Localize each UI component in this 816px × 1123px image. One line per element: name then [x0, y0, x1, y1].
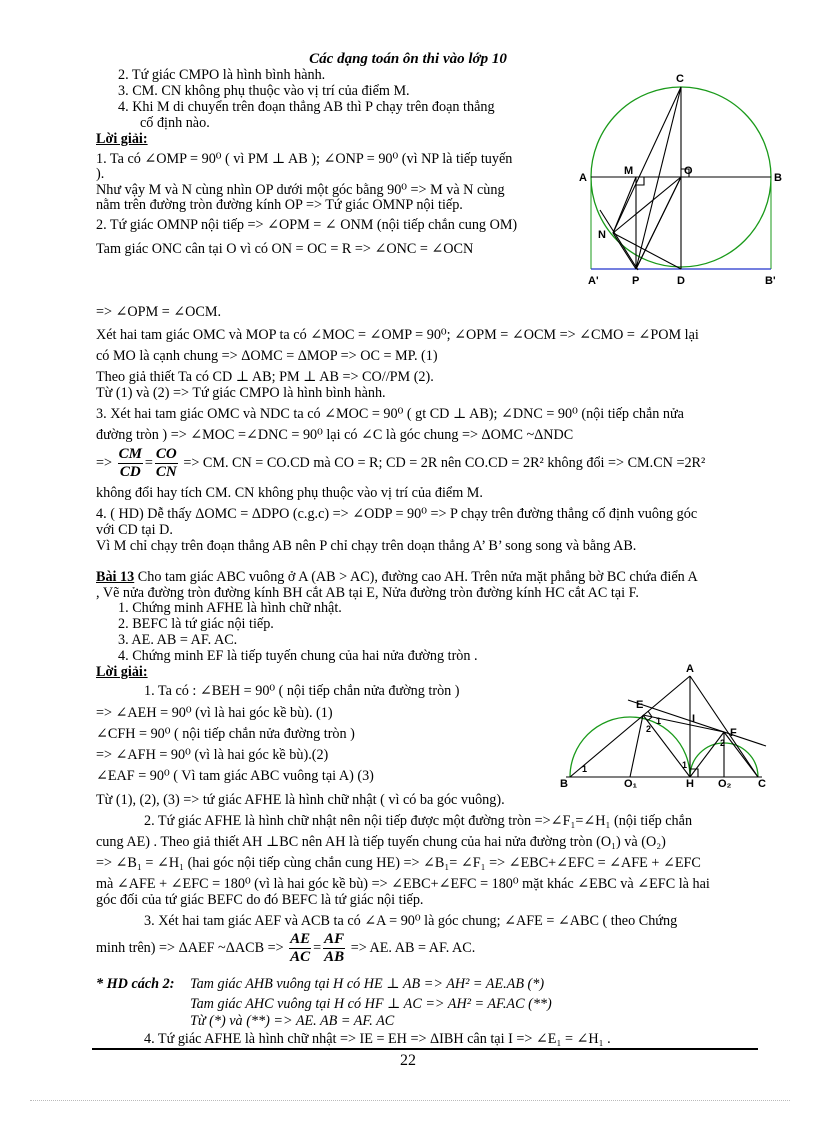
- list-item: 4. Khi M di chuyển trên đoạn thẳng AB thì P chạy trên đoạn thẳng: [118, 99, 495, 115]
- geometry-figure-1: [578, 70, 790, 290]
- text-line: 1. Ta có ∠OMP = 90⁰ ( vì PM ⊥ AB ); ∠ONP = 90⁰ (vì NP là tiếp tuyến: [96, 151, 513, 167]
- list-item: 1. Chứng minh AFHE là hình chữ nhật.: [118, 600, 342, 616]
- text-line: 3. Xét hai tam giác OMC và NDC ta có ∠MOC = 90⁰ ( gt CD ⊥ AB); ∠DNC = 90⁰ (nội tiếp chắn nửa: [96, 406, 684, 422]
- list-item: 2. BEFC là tứ giác nội tiếp.: [118, 616, 274, 632]
- fraction-denominator: CD: [119, 464, 141, 481]
- text-segment: minh trên) => ΔAEF ~ΔACB =>: [96, 940, 284, 956]
- text-line: không đổi hay tích CM. CN không phụ thuộc vào vị trí của điểm M.: [96, 485, 483, 501]
- fraction-denominator: AC: [290, 949, 311, 966]
- angle-label-h1: 1: [682, 760, 688, 770]
- label-n: N: [598, 229, 606, 241]
- segment-np: [613, 233, 636, 269]
- text-line: , Vẽ nửa đường tròn đường kính BH cắt AB tại E, Nửa đường tròn đường kính HC cắt AC tại F.: [96, 585, 639, 601]
- text-segment: => CM. CN = CO.CD mà CO = R; CD = 2R nên CO.CD = 2R² không đổi => CM.CN =2R²: [183, 455, 706, 471]
- fraction-numerator: CO: [155, 446, 177, 463]
- text-line: => ∠AEH = 90⁰ (vì là hai góc kề bù). (1): [96, 705, 333, 721]
- label-o1: O₁: [624, 778, 638, 790]
- list-item: 3. AE. AB = AF. AC.: [118, 632, 238, 648]
- text-segment: => AE. AB = AF. AC.: [350, 940, 476, 956]
- text-line: mà ∠AFE + ∠EFC = 180⁰ (vì là hai góc kề bù) => ∠EBC+∠EFC = 180⁰ mặt khác ∠EBC và ∠EFC là hai: [96, 876, 710, 892]
- text-line: cung AE) . Theo giả thiết AH ⊥BC nên AH là tiếp tuyến chung của hai nửa đường tròn (O₁) và (O₂): [96, 834, 666, 850]
- text-line: 4. ( HD) Dễ thấy ΔOMC = ΔDPO (c.g.c) => ∠ODP = 90⁰ => P chạy trên đường thẳng cố định vuông góc: [96, 506, 698, 522]
- text-line: nằm trên đường tròn đường kính OP => Tứ giác OMNP nội tiếp.: [96, 197, 463, 213]
- label-b: B: [560, 778, 568, 790]
- page-number: 22: [400, 1052, 416, 1069]
- text-line: ).: [96, 166, 105, 182]
- label-e: E: [636, 699, 644, 711]
- fraction: [323, 931, 345, 966]
- label-h: H: [686, 778, 694, 790]
- fraction: [155, 446, 178, 481]
- list-item: 2. Tứ giác CMPO là hình bình hành.: [118, 67, 326, 83]
- label-i: I: [692, 713, 696, 725]
- fraction-numerator: AF: [324, 931, 345, 948]
- fraction-denominator: CN: [155, 464, 177, 481]
- problem-statement: [96, 569, 698, 585]
- fraction-line: minh trên) => ΔAEF ~ΔACB => $\frac{AE}{AC}$ = $\frac{AF}{AB}$ => AE. AB = AF. AC.: [96, 931, 476, 966]
- text-line: Xét hai tam giác OMC và MOP ta có ∠MOC = ∠OMP = 90⁰; ∠OPM = ∠OCM => ∠CMO = ∠POM lại: [96, 327, 699, 343]
- label-a-prime: A': [588, 275, 599, 287]
- geometry-figure-2: [560, 660, 782, 790]
- text-line: ∠CFH = 90⁰ ( nội tiếp chắn nửa đường tròn ): [96, 726, 355, 742]
- hd-label: * HD cách 2:: [96, 976, 175, 992]
- angle-label-e2: 2: [646, 724, 652, 734]
- text-line: Tam giác ONC cân tại O vì có ON = OC = R => ∠ONC = ∠OCN: [96, 241, 474, 257]
- label-p: P: [632, 275, 640, 287]
- text-line: Từ (*) và (**) => AE. AB = AF. AC: [190, 1013, 395, 1029]
- fraction: [289, 931, 311, 966]
- solution-heading: Lời giải:: [96, 131, 148, 147]
- text-line: Vì M chỉ chạy trên đoạn thẳng AB nên P chỉ chạy trên doạn thẳng A’ B’ song song và bằng AB.: [96, 538, 637, 554]
- angle-label-b1: 1: [582, 764, 588, 774]
- segment-cp: [636, 87, 681, 269]
- text-line: Từ (1) và (2) => Tứ giác CMPO là hình bình hành.: [96, 385, 386, 401]
- page-header: Các dạng toán ôn thi vào lớp 10: [309, 51, 507, 67]
- segment-ab: [570, 676, 690, 777]
- segment-nm: [613, 177, 636, 233]
- text-line: 2. Tứ giác OMNP nội tiếp => ∠OPM = ∠ ONM (nội tiếp chắn cung OM): [96, 217, 518, 233]
- label-m: M: [624, 165, 634, 177]
- label-d: D: [677, 275, 685, 287]
- label-o: O: [684, 165, 693, 177]
- fraction: [118, 446, 143, 481]
- text-line: 1. Ta có : ∠BEH = 90⁰ ( nội tiếp chắn nửa đường tròn ): [144, 683, 460, 699]
- text-segment: =>: [96, 455, 113, 471]
- text-line: => ∠B₁ = ∠H₁ (hai góc nội tiếp cùng chắn cung HE) => ∠B₁= ∠F₁ => ∠EBC+∠EFC = ∠AFE + ∠EFC: [96, 855, 701, 871]
- list-item: cố định nào.: [140, 115, 210, 131]
- text-line: góc đối của tứ giác BEFC do đó BEFC là tứ giác nội tiếp.: [96, 892, 424, 908]
- text-line: Theo giả thiết Ta có CD ⊥ AB; PM ⊥ AB => CO//PM (2).: [96, 369, 434, 385]
- label-f: F: [730, 727, 737, 739]
- label-c: C: [676, 73, 684, 85]
- fraction-line: => $\frac{CM}{CD}$ = $\frac{CO}{CN}$ => CM. CN = CO.CD mà CO = R; CD = 2R nên CO.CD = 2R² không đổi => CM.CN =2R²: [96, 446, 706, 481]
- segment-pb: [636, 177, 681, 269]
- label-a: A: [686, 663, 694, 675]
- text-line: Như vậy M và N cùng nhìn OP dưới một góc bằng 90⁰ => M và N cùng: [96, 182, 505, 198]
- text-line: 3. Xét hai tam giác AEF và ACB ta có ∠A = 90⁰ là góc chung; ∠AFE = ∠ABC ( theo Chứng: [144, 913, 678, 929]
- problem-label: Bài 13: [96, 569, 135, 585]
- label-b: B: [774, 172, 782, 184]
- list-item: 4. Chứng minh EF là tiếp tuyến chung của hai nửa đường tròn .: [118, 648, 478, 664]
- text-segment: Cho tam giác ABC vuông ở A (AB > AC), đường cao AH. Trên nửa mặt phẳng bờ BC chứa điển A: [134, 569, 698, 585]
- solution-heading: Lời giải:: [96, 664, 148, 680]
- text-line: => ∠AFH = 90⁰ (vì là hai góc kề bù).(2): [96, 747, 329, 763]
- fraction-numerator: CM: [118, 446, 142, 463]
- text-line: => ∠OPM = ∠OCM.: [96, 304, 222, 320]
- text-line: với CD tại D.: [96, 522, 173, 538]
- text-line: Tam giác AHC vuông tại H có HF ⊥ AC => AH² = AF.AC (**): [190, 996, 552, 1012]
- angle-label-f2: 2: [720, 738, 726, 748]
- label-a: A: [579, 172, 587, 184]
- text-line: 4. Tứ giác AFHE là hình chữ nhật => IE = EH => ΔIBH cân tại I => ∠E₁ = ∠H₁ .: [144, 1031, 611, 1047]
- segment-cn: [613, 87, 681, 233]
- fraction-numerator: AE: [290, 931, 311, 948]
- text-line: Tam giác AHB vuông tại H có HE ⊥ AB => AH² = AE.AB (*): [190, 976, 545, 992]
- text-line: ∠EAF = 90⁰ ( Vì tam giác ABC vuông tại A) (3): [96, 768, 374, 784]
- fraction-denominator: AB: [324, 949, 345, 966]
- label-o2: O₂: [718, 778, 732, 790]
- text-line: 2. Tứ giác AFHE là hình chữ nhật nên nội tiếp được một đường tròn =>∠F₁=∠H₁ (nội tiếp chắn: [144, 813, 693, 829]
- segment-fh: [690, 732, 724, 777]
- text-line: có MO là cạnh chung => ΔOMC = ΔMOP => OC = MP. (1): [96, 348, 438, 364]
- label-b-prime: B': [765, 275, 776, 287]
- angle-label-e1: 1: [656, 716, 662, 726]
- label-c: C: [758, 778, 766, 790]
- page-edge-divider: [30, 1100, 790, 1101]
- segment-nd: [613, 233, 681, 269]
- text-line: đường tròn ) => ∠MOC =∠DNC = 90⁰ lại có ∠C là góc chung => ΔOMC ~ΔNDC: [96, 427, 574, 443]
- list-item: 3. CM. CN không phụ thuộc vào vị trí của điểm M.: [118, 83, 410, 99]
- text-line: Từ (1), (2), (3) => tứ giác AFHE là hình chữ nhật ( vì có ba góc vuông).: [96, 792, 505, 808]
- footer-divider: [92, 1048, 758, 1050]
